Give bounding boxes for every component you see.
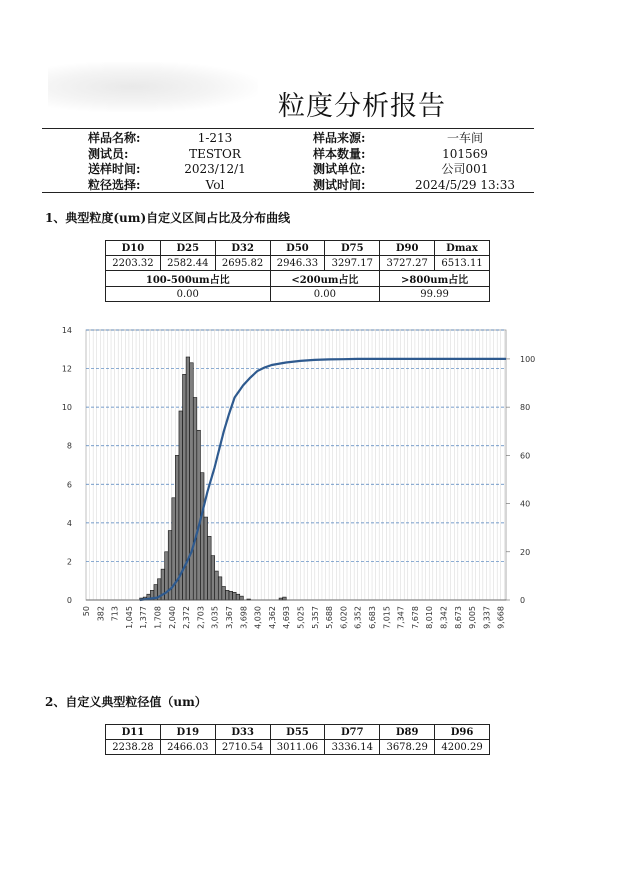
- y-right-tick-label: 0: [520, 596, 526, 605]
- histogram-bar: [208, 536, 212, 600]
- histogram-bar: [204, 517, 208, 600]
- company-logo-blurred: [48, 62, 258, 112]
- y-left-tick-label: 2: [66, 557, 72, 567]
- x-tick-label: 50: [82, 606, 91, 617]
- x-tick-label: 8,342: [439, 606, 449, 629]
- table-value-cell: 3336.14: [325, 740, 380, 755]
- x-tick-label: 3,367: [225, 606, 235, 629]
- info-label: 粒径选择:: [88, 177, 141, 192]
- x-tick-label: 9,337: [482, 606, 492, 629]
- header-top-rule: [42, 128, 534, 129]
- table-value-cell: 3011.06: [270, 740, 325, 755]
- table-value-cell: 3678.29: [380, 740, 435, 755]
- x-tick-label: 4,362: [267, 606, 277, 629]
- y-left-tick-label: 0: [66, 596, 72, 605]
- y-left-tick-label: 6: [66, 480, 72, 490]
- info-label: 送样时间:: [88, 162, 141, 176]
- section2-title: 2、自定义典型粒径值（um）: [45, 695, 207, 709]
- x-tick-label: 8,010: [425, 606, 435, 629]
- x-tick-label: 7,678: [410, 606, 420, 629]
- table-header-cell: D11: [106, 725, 161, 740]
- table-header-cell: D19: [160, 725, 215, 740]
- custom-size-table: [105, 724, 490, 755]
- table-header-cell: D50: [270, 241, 325, 256]
- table-value-cell: 3727.27: [380, 256, 435, 271]
- range-value-cell: 0.00: [270, 287, 380, 302]
- x-tick-label: 9,668: [496, 606, 506, 629]
- x-tick-label: 1,377: [139, 606, 149, 629]
- y-left-tick-label: 12: [61, 364, 72, 374]
- info-value: TESTOR: [189, 146, 241, 161]
- histogram-bar: [225, 590, 229, 600]
- plot-area: [86, 330, 506, 600]
- table-value-cell: 2466.03: [160, 740, 215, 755]
- table-value-cell: 2710.54: [215, 740, 270, 755]
- x-tick-label: 9,005: [468, 606, 478, 629]
- table-value-cell: 6513.11: [435, 256, 490, 271]
- x-tick-label: 3,035: [210, 606, 220, 629]
- x-tick-label: 6,683: [368, 606, 378, 629]
- x-tick-label: 5,357: [310, 606, 320, 629]
- y-right-tick-label: 20: [520, 547, 531, 557]
- histogram-bar: [233, 592, 237, 600]
- x-tick-label: 1,708: [153, 606, 163, 629]
- x-tick-label: 2,703: [196, 606, 206, 629]
- info-value: 2024/5/29 13:33: [415, 177, 515, 192]
- x-tick-label: 8,673: [453, 606, 463, 629]
- info-value: 2023/12/1: [184, 162, 246, 176]
- x-tick-label: 7,015: [382, 606, 392, 629]
- table-header-cell: D55: [270, 725, 325, 740]
- info-label: 测试单位:: [313, 162, 366, 176]
- table-header-cell: D10: [106, 241, 161, 256]
- typical-size-header-row: [106, 241, 490, 256]
- table-value-cell: 2238.28: [106, 740, 161, 755]
- x-tick-label: 6,020: [339, 606, 349, 629]
- typical-size-table: [105, 240, 490, 302]
- table-value-cell: 4200.29: [435, 740, 490, 755]
- custom-size-header-row: [106, 725, 490, 740]
- table-value-cell: 2946.33: [270, 256, 325, 271]
- info-value: 101569: [442, 146, 488, 161]
- x-tick-label: 4,693: [282, 606, 292, 629]
- x-tick-label: 1,045: [124, 606, 134, 629]
- table-header-cell: D96: [435, 725, 490, 740]
- table-header-cell: Dmax: [435, 241, 490, 256]
- table-header-cell: D90: [380, 241, 435, 256]
- x-tick-label: 2,372: [182, 606, 192, 629]
- range-header-cell: 100-500um占比: [106, 271, 271, 287]
- section1-title: 1、典型粒度(um)自定义区间占比及分布曲线: [45, 211, 291, 225]
- range-ratio-header-row: [106, 271, 490, 287]
- x-tick-label: 7,347: [396, 606, 406, 629]
- info-label: 样品来源:: [313, 131, 366, 145]
- info-label: 测试员:: [88, 146, 129, 161]
- range-value-cell: 99.99: [380, 287, 490, 302]
- info-label: 样品名称:: [88, 131, 141, 145]
- table-header-cell: D32: [215, 241, 270, 256]
- y-left-tick-label: 10: [61, 403, 72, 413]
- table-value-cell: 2203.32: [106, 256, 161, 271]
- info-value: 一车间: [446, 131, 483, 145]
- typical-size-value-row: [106, 256, 490, 271]
- custom-size-value-row: [106, 740, 490, 755]
- histogram-bar: [236, 594, 240, 600]
- table-header-cell: D77: [325, 725, 380, 740]
- info-label: 样本数量:: [313, 146, 366, 161]
- x-tick-label: 382: [96, 606, 106, 622]
- histogram-bar: [211, 556, 215, 600]
- histogram-bar: [218, 577, 222, 600]
- table-header-cell: D25: [160, 241, 215, 256]
- x-tick-label: 3,698: [239, 606, 249, 629]
- histogram-bar: [193, 398, 197, 601]
- y-right-tick-label: 40: [520, 499, 531, 509]
- histogram-bar: [283, 597, 287, 600]
- histogram-bar: [190, 363, 194, 600]
- y-left-tick-label: 14: [61, 326, 72, 335]
- chart-gridlines: [86, 330, 506, 600]
- histogram-bar: [197, 430, 201, 600]
- info-value: Vol: [205, 177, 225, 192]
- x-tick-label: 5,688: [325, 606, 335, 629]
- table-value-cell: 3297.17: [325, 256, 380, 271]
- table-header-cell: D89: [380, 725, 435, 740]
- y-left-tick-label: 8: [66, 441, 72, 451]
- histogram-bar: [240, 596, 244, 600]
- info-label: 测试时间:: [313, 177, 366, 192]
- table-header-cell: D75: [325, 241, 380, 256]
- table-value-cell: 2582.44: [160, 256, 215, 271]
- y-right-tick-label: 80: [520, 403, 531, 413]
- info-value: 公司001: [441, 162, 489, 176]
- table-value-cell: 2695.82: [215, 256, 270, 271]
- table-header-cell: D33: [215, 725, 270, 740]
- y-right-tick-label: 100: [520, 354, 536, 364]
- x-tick-label: 5,025: [296, 606, 306, 629]
- range-header-cell: <200um占比: [270, 271, 380, 287]
- histogram-bar: [215, 571, 219, 600]
- range-value-cell: 0.00: [106, 287, 271, 302]
- header-bottom-rule: [42, 192, 534, 193]
- histogram-bar: [229, 591, 233, 600]
- range-header-cell: >800um占比: [380, 271, 490, 287]
- histogram-bar: [200, 473, 204, 600]
- x-tick-label: 4,030: [253, 606, 263, 629]
- x-tick-label: 2,040: [167, 606, 177, 629]
- report-title: 粒度分析报告: [278, 91, 446, 122]
- x-tick-label: 6,352: [353, 606, 363, 629]
- y-left-tick-label: 4: [66, 518, 72, 528]
- info-value: 1-213: [197, 131, 233, 145]
- x-tick-label: 713: [110, 606, 120, 622]
- histogram-bar: [222, 587, 226, 601]
- range-ratio-value-row: [106, 287, 490, 302]
- size-distribution-chart: [48, 318, 548, 638]
- y-right-tick-label: 60: [520, 451, 531, 461]
